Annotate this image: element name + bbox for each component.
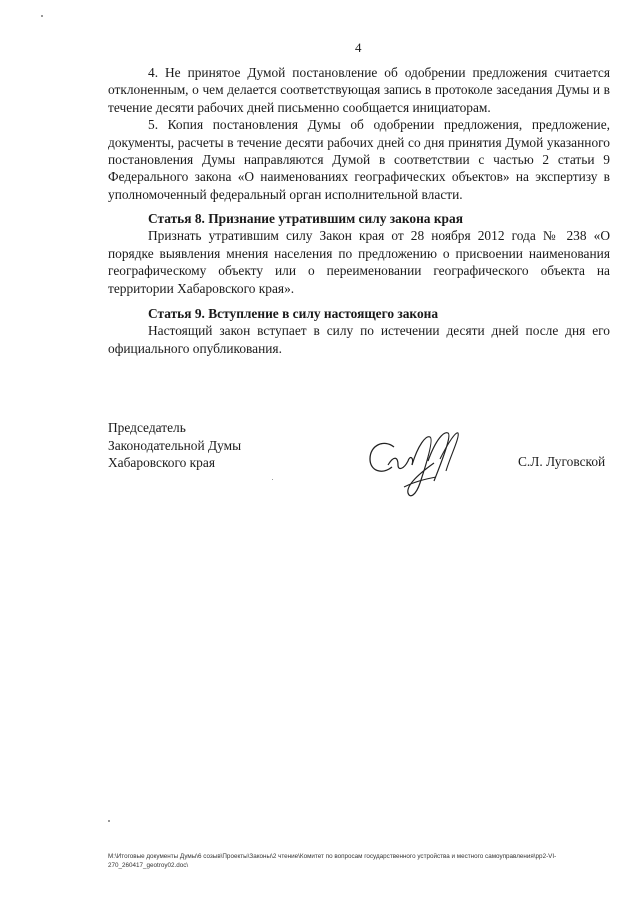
signatory-title-line-3: Хабаровского края [108, 455, 215, 471]
article-8 [108, 210, 610, 297]
signatory-title-line-1: Председатель [108, 420, 186, 435]
scan-speck [272, 479, 273, 480]
page-number: 4 [355, 40, 362, 55]
signatory-title-line-2: Законодательной Думы [108, 437, 242, 453]
scan-speck [41, 15, 43, 17]
article-8-text: Признать утратившим силу Закон края от 28 ноября 2012 года № 238 «О порядке выявления мнения населения по предложению о присвоении наименования географическому объекту или о переименовании географического объекта на территории Хабаровского края». [108, 228, 610, 296]
signatory-title [108, 419, 241, 472]
article-9 [108, 305, 610, 357]
paragraph-4: 4. Не принятое Думой постановление об одобрении предложения считается отклоненным, о чем делается соответствующая запись в протоколе заседания Думы и в течение десяти рабочих дней письменно сообщается инициаторам. [108, 65, 610, 115]
article-8-heading: Статья 8. Признание утратившим силу закона края [148, 211, 463, 226]
article-9-text: Настоящий закон вступает в силу по истечении десяти дней после дня его официального опубликования. [108, 323, 610, 356]
article-9-heading: Статья 9. Вступление в силу настоящего закона [148, 306, 439, 321]
scan-speck [108, 820, 110, 822]
handwritten-signature [364, 425, 464, 505]
file-path-footer: M:\Итоговые документы Думы\6 созыв\Проекты\Законы\2 чтение\Комитет по вопросам государственного устройства и местного самоуправления\рр2-VI-270_260417_geоtroy02.doc\ [108, 853, 557, 869]
signatory-name: С.Л. Луговской [518, 454, 606, 469]
closing-paragraphs [108, 64, 610, 203]
paragraph-5: 5. Копия постановления Думы об одобрении предложения, предложение, документы, расчеты в течение десяти рабочих дней со дня принятия Думой указанного постановления Думы направляются Думой в соответствии с частью 2 статьи 9 Федерального закона «О наименованиях географических объектов» на экспертизу в уполномоченный федеральный орган исполнительной власти. [108, 117, 610, 202]
